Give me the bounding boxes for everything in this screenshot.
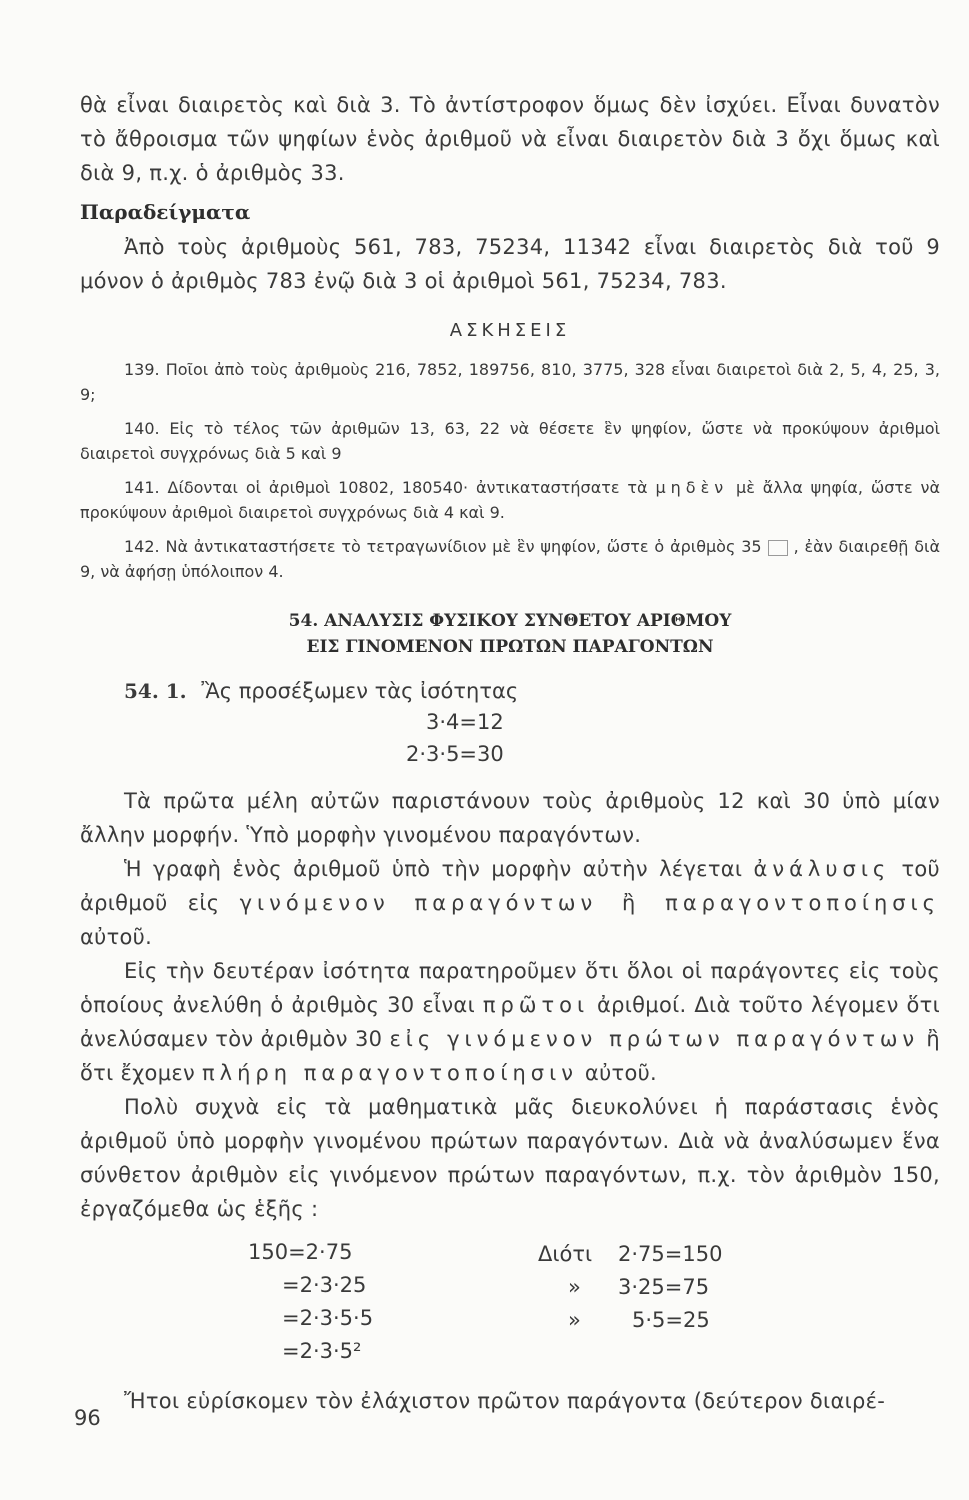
factorization-calculation <box>80 1240 940 1372</box>
p3-text-d: αὐτοῦ. <box>584 1061 658 1085</box>
examples-paragraph: Ἀπὸ τοὺς ἀριθμοὺς 561, 783, 75234, 11342 εἶναι διαιρετὸς διὰ τοῦ 9 μόνον ὁ ἀριθμὸς 783 ἐνῷ διὰ 3 οἱ ἀριθμοὶ 561, 75234, 783. <box>80 235 940 293</box>
section-title-line2: ΕΙΣ ΓΙΝΟΜΕΝΟΝ ΠΡΩΤΩΝ ΠΑΡΑΓΟΝΤΩΝ <box>306 637 714 657</box>
p2-text-b: τοῦ ἀριθμοῦ εἰς <box>80 857 940 915</box>
exercise-141-part-a: 141. Δίδονται οἱ ἀριθμοὶ 10802, 180540· ἀντικαταστήσατε τὰ <box>124 478 648 497</box>
exercise-141 <box>80 475 940 525</box>
page-number: 96 <box>74 1406 101 1430</box>
exercise-142-part-a: 142. Νὰ ἀντικαταστήσετε τὸ τετραγωνίδιον μὲ ἓν ψηφίον, ὥστε ὁ ἀριθμὸς 35 <box>124 537 762 556</box>
body-paragraph-3 <box>80 954 940 1090</box>
exercise-139: 139. Ποῖοι ἀπὸ τοὺς ἀριθμοὺς 216, 7852, 189756, 810, 3775, 328 εἶναι διαιρετοὶ διὰ 2, 5, 4, 25, 3, 9; <box>80 360 940 404</box>
exercises-title: ΑΣΚΗΣΕΙΣ <box>449 320 571 341</box>
p2-emphasis-1: ἀνάλυσις <box>753 857 891 881</box>
calc-line-4: =2·3·5² <box>282 1339 362 1363</box>
p3-emphasis-1: πρῶτοι <box>482 993 590 1017</box>
subsection-number: 54. 1. <box>124 679 187 703</box>
exercise-141-emphasis: μηδὲν <box>655 478 729 497</box>
p3-text-c: ἢ ὅτι ἔχομεν <box>80 1027 940 1085</box>
calc-line-2: =2·3·25 <box>282 1273 367 1297</box>
subsection-heading <box>124 676 940 706</box>
calc-ditto-2: » <box>568 1308 581 1332</box>
p2-emphasis-2: γινόμενον παραγόντων ἢ παραγοντοποίησις <box>239 891 940 915</box>
section-title-line1: ΑΝΑΛΥΣΙΣ ΦΥΣΙΚΟΥ ΣΥΝΘΕΤΟΥ ΑΡΙΘΜΟΥ <box>324 611 732 631</box>
equation-1: 3·4=12 <box>426 710 504 734</box>
p2-text-c: αὐτοῦ. <box>80 925 153 949</box>
intro-paragraph: θὰ εἶναι διαιρετὸς καὶ διὰ 3. Τὸ ἀντίστροφον ὅμως δὲν ἰσχύει. Εἶναι δυνατὸν τὸ ἄθροισμα τῶν ψηφίων ἑνὸς ἀριθμοῦ νὰ εἶναι διαιρετὸν διὰ 3 ὄχι ὅμως καὶ διὰ 9, π.χ. ὁ ἀριθμὸς 33. <box>80 93 940 185</box>
calc-reason-2: 3·25=75 <box>618 1275 710 1299</box>
calc-reason-1: 2·75=150 <box>618 1242 723 1266</box>
digit-box-icon <box>768 540 788 556</box>
calc-reason-label: Διότι <box>538 1242 593 1266</box>
subsection-text: Ἂς προσέξωμεν τὰς ἰσότητας <box>201 679 519 703</box>
p2-text-a: Ἡ γραφὴ ἑνὸς ἀριθμοῦ ὑπὸ τὴν μορφὴν αὐτὴν λέγεται <box>124 857 743 881</box>
exercise-142 <box>80 534 940 584</box>
calc-line-3: =2·3·5·5 <box>282 1306 374 1330</box>
p3-emphasis-2: εἰς γινόμενον πρώτων παραγόντων <box>389 1027 920 1051</box>
exercise-142-part-b: , ἐὰν διαιρεθῇ διὰ 9, νὰ ἀφήσῃ ὑπόλοιπον 4. <box>80 537 941 581</box>
equation-2: 2·3·5=30 <box>406 742 504 766</box>
calc-ditto-1: » <box>568 1275 581 1299</box>
section-number: 54. <box>288 611 319 631</box>
page-content <box>80 88 940 1418</box>
examples-heading: Παραδείγματα <box>80 200 251 224</box>
calc-reason-3: 5·5=25 <box>632 1308 710 1332</box>
p3-text-b: ἀριθμοί. Διὰ τοῦτο λέγομεν ὅτι ἀνελύσαμεν τὸν ἀριθμὸν 30 <box>80 993 940 1051</box>
body-paragraph-4: Πολὺ συχνὰ εἰς τὰ μαθηματικὰ μᾶς διευκολύνει ἡ παράστασις ἑνὸς ἀριθμοῦ ὑπὸ μορφὴν γινομένου πρώτων παραγόντων. Διὰ νὰ ἀναλύσωμεν ἕνα σύνθετον ἀριθμὸν εἰς γινόμενον πρώτων παραγόντων, π.χ. τὸν ἀριθμὸν 150, ἐργαζόμεθα ὡς ἑξῆς : <box>80 1095 940 1221</box>
section-title <box>80 608 940 660</box>
body-paragraph-2 <box>80 852 940 954</box>
p3-text-a: Εἰς τὴν δευτέραν ἰσότητα παρατηροῦμεν ὅτι ὅλοι οἱ παράγοντες εἰς τοὺς ὁποίους ἀνελύθη ὁ ἀριθμὸς 30 εἶναι <box>80 959 940 1017</box>
p3-emphasis-3: πλήρη παραγοντοποίησιν <box>202 1061 578 1085</box>
exercise-141-part-b: μὲ ἄλλα ψηφία, ὥστε νὰ προκύψουν ἀριθμοὶ διαιρετοὶ συγχρόνως διὰ 4 καὶ 9. <box>80 478 940 522</box>
body-paragraph-1: Τὰ πρῶτα μέλη αὐτῶν παριστάνουν τοὺς ἀριθμοὺς 12 καὶ 30 ὑπὸ μίαν ἄλλην μορφήν. Ὑπὸ μορφὴν γινομένου παραγόντων. <box>80 789 940 847</box>
calc-line-1: 150=2·75 <box>248 1240 353 1264</box>
exercise-140: 140. Εἰς τὸ τέλος τῶν ἀριθμῶν 13, 63, 22 νὰ θέσετε ἓν ψηφίον, ὥστε νὰ προκύψουν ἀριθμοὶ διαιρετοὶ συγχρόνως διὰ 5 καὶ 9 <box>80 419 940 463</box>
body-paragraph-5: Ἤτοι εὑρίσκομεν τὸν ἐλάχιστον πρῶτον παράγοντα (δεύτερον διαιρέ- <box>124 1389 886 1413</box>
